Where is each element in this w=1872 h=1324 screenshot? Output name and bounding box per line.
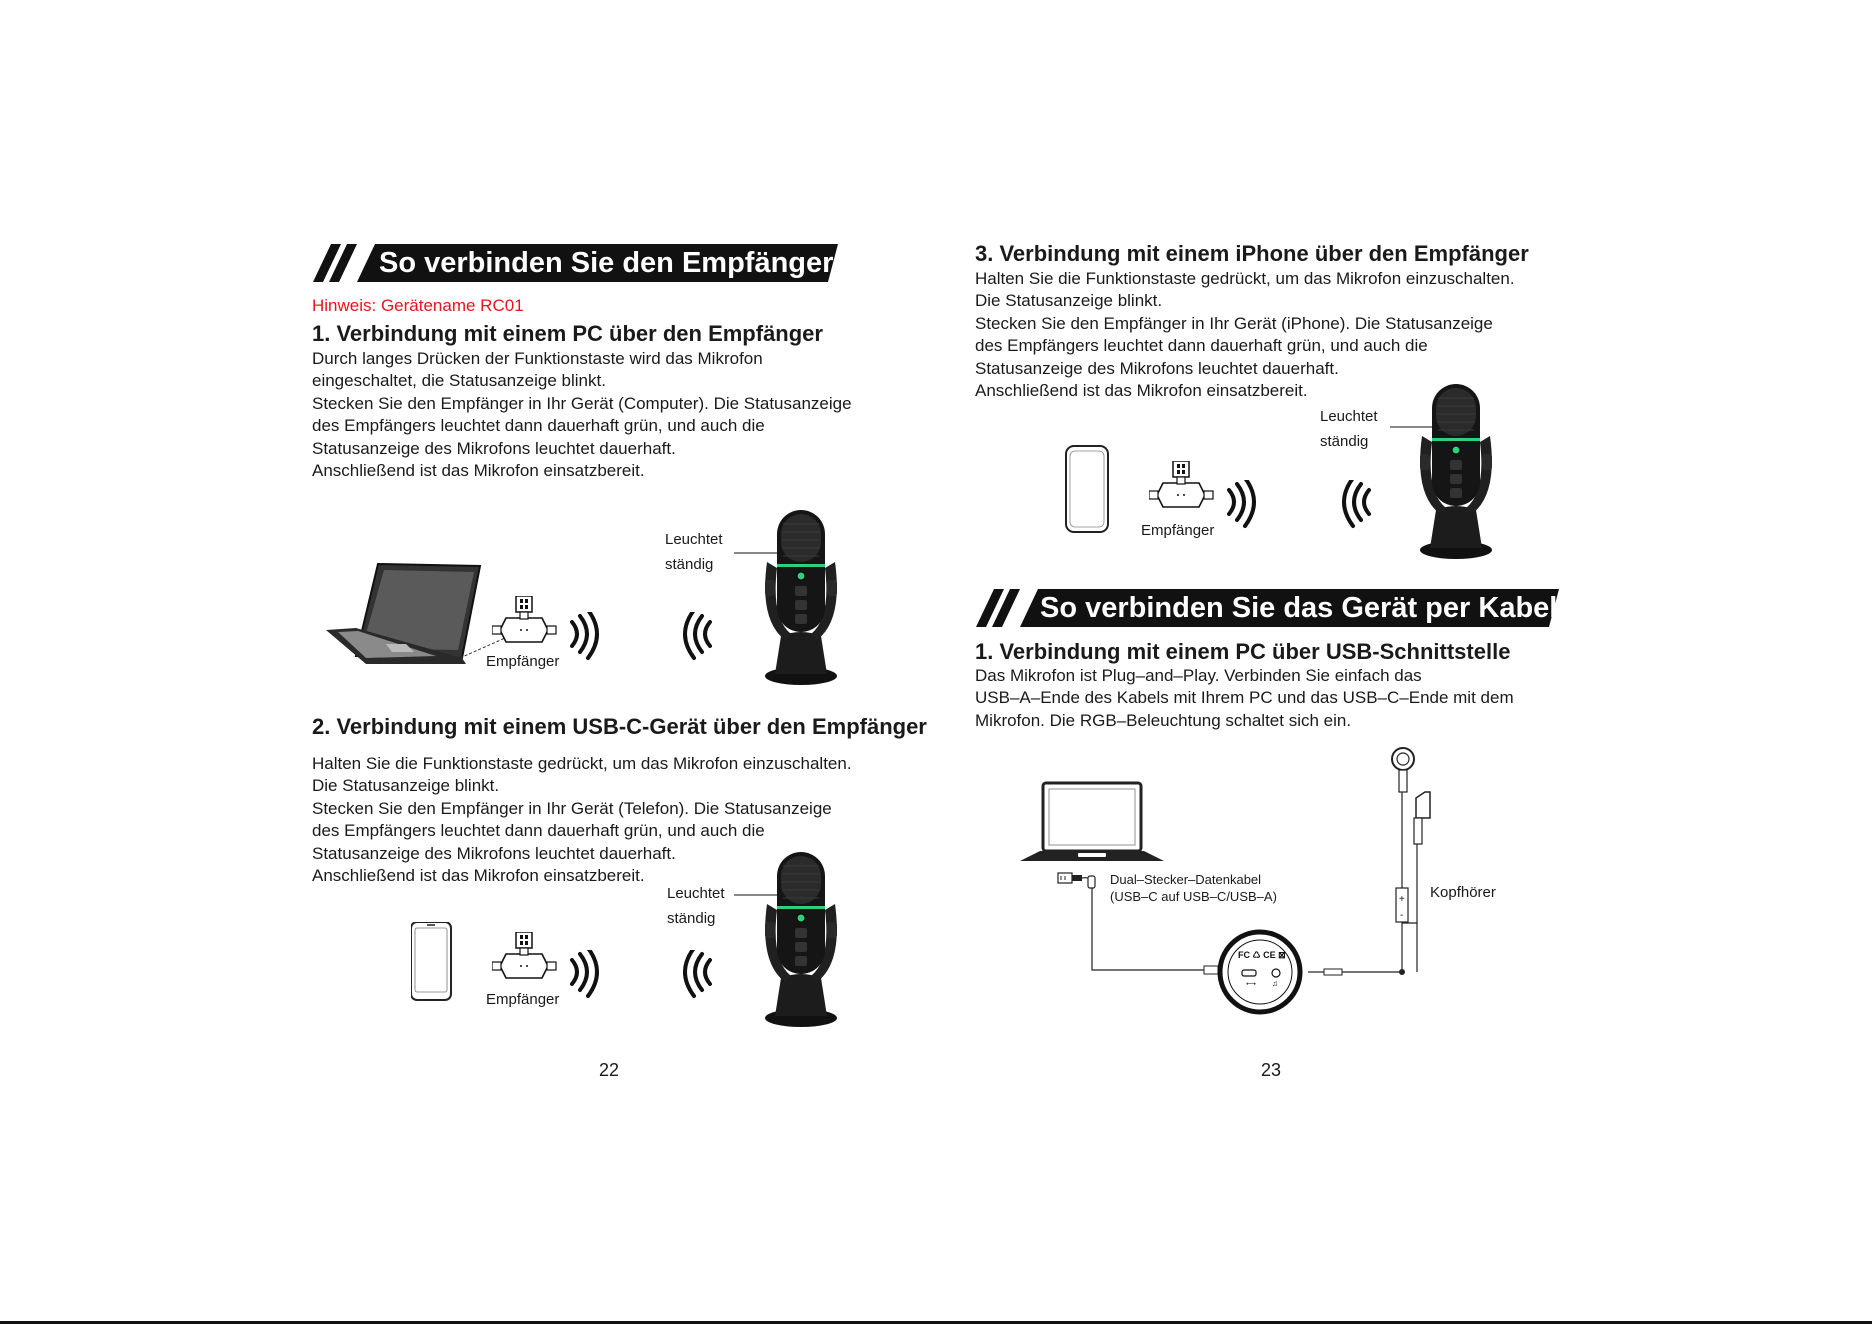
section1-line: Statusanzeige des Mikrofons leuchtet dauerhaft. [312,438,676,458]
section3-line: Anschließend ist das Mikrofon einsatzbereit. [975,381,1308,401]
laptop-icon [1020,783,1164,861]
section2-line: Stecken Sie den Empfänger in Ihr Gerät (Telefon). Die Statusanzeige [312,798,832,818]
wireless-waves-out-icon [1227,480,1267,530]
section1-line: Durch langes Drücken der Funktionstaste wird das Mikrofon [312,349,763,368]
headphones-icon [1392,748,1430,844]
cable-section-heading: 1. Verbindung mit einem PC über USB-Schnittstelle [975,639,1511,664]
cable-section-body [975,665,1514,732]
receiver-icon [492,932,558,982]
indicator-label-line2: ständig [667,910,716,927]
wireless-waves-in-icon [676,612,716,662]
section2-line: Halten Sie die Funktionstaste gedrückt, um das Mikrofon einzuschalten. [312,754,852,773]
section-banner-receiver [313,244,838,282]
wireless-waves-in-icon [1335,480,1375,530]
usb-plug-icon [1058,873,1095,896]
indicator-label-line2: ständig [665,556,714,573]
cable-section-line: Mikrofon. Die RGB–Beleuchtung schaltet sich ein. [975,710,1352,730]
section3-line: Stecken Sie den Empfänger in Ihr Gerät (iPhone). Die Statusanzeige [975,313,1493,333]
wireless-waves-out-icon [570,950,610,1000]
section1-line: Stecken Sie den Empfänger in Ihr Gerät (Computer). Die Statusanzeige [312,393,852,413]
section1-heading: 1. Verbindung mit einem PC über den Empfänger [312,321,823,346]
section2-line: Die Statusanzeige blinkt. [312,776,500,796]
indicator-label-line1: Leuchtet [667,885,725,902]
usb-port-icon: ⟷ [1246,981,1257,988]
section3-heading: 3. Verbindung mit einem iPhone über den Empfänger [975,241,1529,266]
receiver-label: Empfänger [486,991,560,1008]
cable-section-line: Das Mikrofon ist Plug–and–Play. Verbinden Sie einfach das [975,666,1422,685]
svg-text:+: + [1399,894,1405,905]
receiver-label: Empfänger [486,653,560,670]
indicator-label-line1: Leuchtet [1320,408,1378,425]
section3-line: des Empfängers leuchtet dann dauerhaft grün, und auch die [975,336,1428,356]
section1-line: eingeschaltet, die Statusanzeige blinkt. [312,371,606,391]
section2-line: Statusanzeige des Mikrofons leuchtet dauerhaft. [312,843,676,863]
page-number-left: 22 [599,1060,620,1080]
device-name-note: Hinweis: Gerätename RC01 [312,296,524,315]
section2-heading: 2. Verbindung mit einem USB-C-Gerät über den Empfänger [312,714,927,739]
page-number-right: 23 [1261,1060,1282,1080]
phone-illustration [411,922,455,1004]
receiver-icon [1149,461,1215,511]
indicator-label-line1: Leuchtet [665,531,723,548]
iphone-illustration [1065,445,1109,535]
section3-body [975,268,1515,402]
svg-text:-: - [1400,910,1404,921]
headphones-label: Kopfhörer [1430,884,1496,901]
certification-marks: FC ♺ CE ⊠ [1238,950,1286,960]
cable-label-line1: Dual–Stecker–Datenkabel [1110,872,1262,887]
section1-body [312,348,852,482]
receiver-icon [492,596,558,646]
microphone-illustration [761,510,841,686]
microphone-illustration [1416,384,1496,560]
microphone-illustration [761,852,841,1028]
receiver-label: Empfänger [1141,522,1215,539]
section2-line: Anschließend ist das Mikrofon einsatzbereit. [312,866,645,886]
cable-label-line2: (USB–C auf USB–C/USB–A) [1110,889,1277,904]
wireless-waves-in-icon [676,950,716,1000]
section1-line: Anschließend ist das Mikrofon einsatzbereit. [312,461,645,481]
banner-title: So verbinden Sie den Empfänger [379,247,834,279]
banner-title: So verbinden Sie das Gerät per Kabel [1040,592,1558,624]
headphone-port-icon: ♫ [1272,979,1278,988]
indicator-label-line2: ständig [1320,433,1369,450]
mic-base-ports [1220,932,1300,1012]
section3-line: Die Statusanzeige blinkt. [975,291,1163,311]
section2-line: des Empfängers leuchtet dann dauerhaft grün, und auch die [312,821,765,841]
wireless-waves-out-icon [570,612,610,662]
section-banner-cable [976,589,1559,627]
section1-line: des Empfängers leuchtet dann dauerhaft grün, und auch die [312,416,765,436]
section3-line: Statusanzeige des Mikrofons leuchtet dauerhaft. [975,358,1339,378]
section3-line: Halten Sie die Funktionstaste gedrückt, um das Mikrofon einzuschalten. [975,269,1515,288]
cable-section-line: USB–A–Ende des Kabels mit Ihrem PC und das USB–C–Ende mit dem [975,688,1514,708]
